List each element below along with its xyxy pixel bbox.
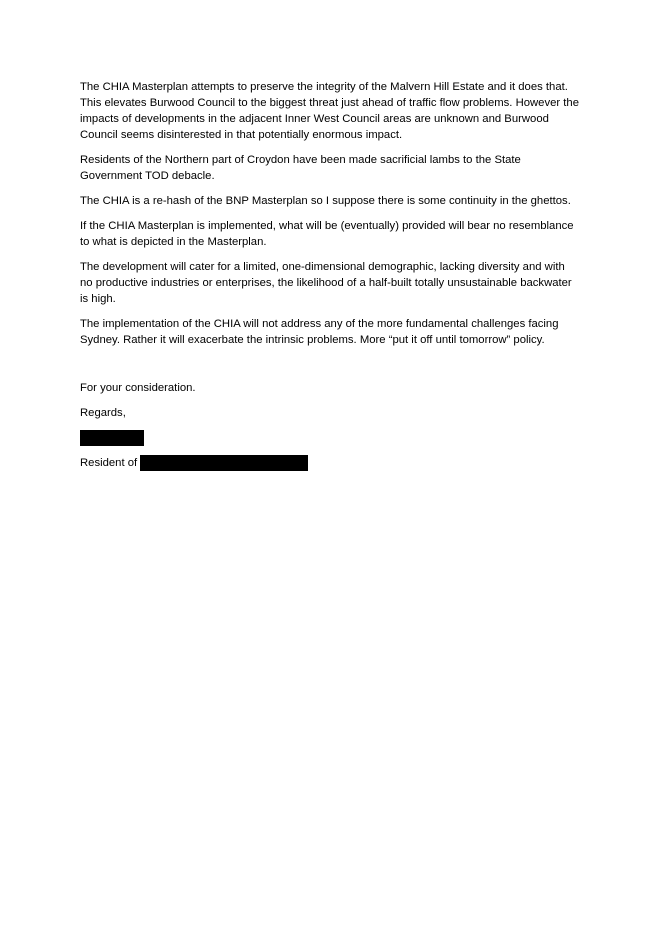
sign-off: Regards, xyxy=(80,407,126,419)
paragraph-masterplan-integrity: The CHIA Masterplan attempts to preserve the integrity of the Malvern Hill Estate and it does that. This elevates Burwood Council to the biggest threat just ahead of traffic flow problems. However the impacts of developments in the adjacent Inner West Council areas are unknown and Burwood Council seems disinterested in that potentially enormous impact. xyxy=(80,81,579,141)
paragraph-croydon-residents: Residents of the Northern part of Croydon have been made sacrificial lambs to the State Government TOD debacle. xyxy=(80,154,521,182)
closing-line: For your consideration. xyxy=(80,382,196,394)
redacted-address-block xyxy=(140,455,308,471)
spacer xyxy=(80,357,580,380)
redacted-name-block xyxy=(80,430,144,446)
paragraph-demographic: The development will cater for a limited, one-dimensional demographic, lacking diversity and with no productive industries or enterprises, the likelihood of a half-built totally unsustainable backwater is high. xyxy=(80,261,572,305)
paragraph-bnp-rehash: The CHIA is a re-hash of the BNP Masterplan so I suppose there is some continuity in the ghettos. xyxy=(80,195,571,207)
resident-line xyxy=(80,455,580,471)
paragraph-fundamental-challenges: The implementation of the CHIA will not address any of the more fundamental challenges facing Sydney. Rather it will exacerbate the intrinsic problems. More “put it off until tomorrow” policy. xyxy=(80,318,559,346)
paragraph-implementation-resemblance: If the CHIA Masterplan is implemented, what will be (eventually) provided will bear no resemblance to what is depicted in the Masterplan. xyxy=(80,220,574,248)
resident-label: Resident of xyxy=(80,457,138,469)
letter-body xyxy=(80,79,580,471)
